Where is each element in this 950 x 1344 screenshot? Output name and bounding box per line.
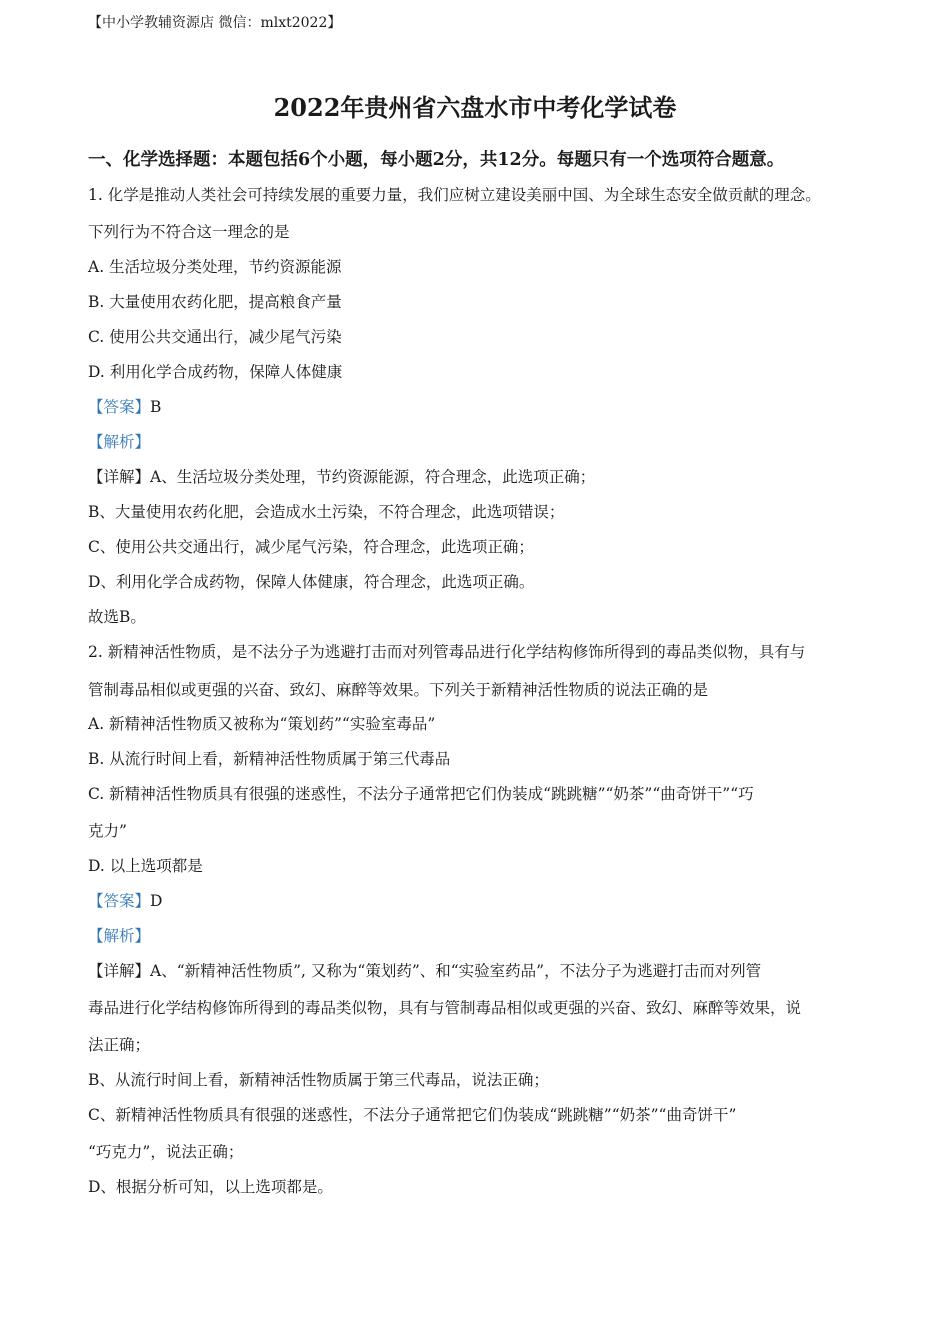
- detail-text: A、“新精神活性物质”, 又称为“策划药”、和“实验室药品”，不法分子为逃避打击而对列管: [150, 962, 762, 980]
- answer-value: D: [150, 892, 163, 910]
- header-note: 【中小学教辅资源店 微信：mlxt2022】: [88, 15, 342, 31]
- q1-detail-line-3: C、使用公共交通出行，减少尾气污染，符合理念，此选项正确；: [88, 538, 534, 556]
- q2-option-b: B. 从流行时间上看，新精神活性物质属于第三代毒品: [88, 750, 451, 768]
- detail-tag: 【详解】: [88, 468, 151, 486]
- detail-text: A、生活垃圾分类处理，节约资源能源，符合理念，此选项正确；: [150, 468, 596, 486]
- q2-detail-line-1c: 法正确；: [88, 1036, 151, 1054]
- section-heading: 一、化学选择题：本题包括6个小题，每小题2分，共12分。每题只有一个选项符合题意。: [88, 150, 785, 170]
- answer-value: B: [150, 398, 162, 416]
- q1-conclusion: 故选B。: [88, 608, 146, 626]
- q1-detail-line-1: [88, 465, 595, 487]
- q2-stem-line-1: 2. 新精神活性物质，是不法分子为逃避打击而对列管毒品进行化学结构修饰所得到的毒品类似物，具有与: [88, 643, 806, 661]
- q2-detail-line-2: B、从流行时间上看，新精神活性物质属于第三代毒品，说法正确；: [88, 1071, 549, 1089]
- q2-stem-line-2: 管制毒品相似或更强的兴奋、致幻、麻醉等效果。下列关于新精神活性物质的说法正确的是: [88, 681, 709, 699]
- q2-detail-line-1b: 毒品进行化学结构修饰所得到的毒品类似物，具有与管制毒品相似或更强的兴奋、致幻、麻醉等效果，说: [88, 999, 802, 1017]
- q2-option-a: A. 新精神活性物质又被称为“策划药”“实验室毒品”: [88, 715, 436, 733]
- document-title: 2022年贵州省六盘水市中考化学试卷: [273, 93, 677, 122]
- q2-option-d: D. 以上选项都是: [88, 857, 203, 875]
- q1-stem-line-1: 1. 化学是推动人类社会可持续发展的重要力量，我们应树立建设美丽中国、为全球生态安全做贡献的理念。: [88, 186, 821, 204]
- q1-option-c: C. 使用公共交通出行，减少尾气污染: [88, 328, 342, 346]
- q1-detail-line-4: D、利用化学合成药物，保障人体健康，符合理念，此选项正确。: [88, 573, 535, 591]
- q1-option-a: A. 生活垃圾分类处理，节约资源能源: [88, 258, 342, 276]
- q2-option-c-line-2: 克力”: [88, 822, 127, 840]
- answer-tag: 【答案】: [88, 892, 151, 910]
- q2-option-c-line-1: C. 新精神活性物质具有很强的迷惑性，不法分子通常把它们伪装成“跳跳糖”“奶茶”“曲奇饼干”“巧: [88, 785, 754, 803]
- q2-detail-line-1a: [88, 959, 761, 981]
- q2-answer: [88, 889, 162, 911]
- q2-analysis-tag: 【解析】: [88, 927, 151, 945]
- q1-option-b: B. 大量使用农药化肥，提高粮食产量: [88, 293, 342, 311]
- answer-tag: 【答案】: [88, 398, 151, 416]
- q1-detail-line-2: B、大量使用农药化肥，会造成水土污染，不符合理念，此选项错误；: [88, 503, 565, 521]
- q2-detail-line-4: D、根据分析可知，以上选项都是。: [88, 1178, 333, 1196]
- q2-detail-line-3b: “巧克力”，说法正确；: [88, 1143, 244, 1161]
- q2-detail-line-3a: C、新精神活性物质具有很强的迷惑性，不法分子通常把它们伪装成“跳跳糖”“奶茶”“曲奇饼干”: [88, 1106, 737, 1124]
- q1-option-d: D. 利用化学合成药物，保障人体健康: [88, 363, 343, 381]
- q1-answer: [88, 395, 161, 417]
- q1-stem-line-2: 下列行为不符合这一理念的是: [88, 223, 290, 241]
- detail-tag: 【详解】: [88, 962, 151, 980]
- q1-analysis-tag: 【解析】: [88, 433, 151, 451]
